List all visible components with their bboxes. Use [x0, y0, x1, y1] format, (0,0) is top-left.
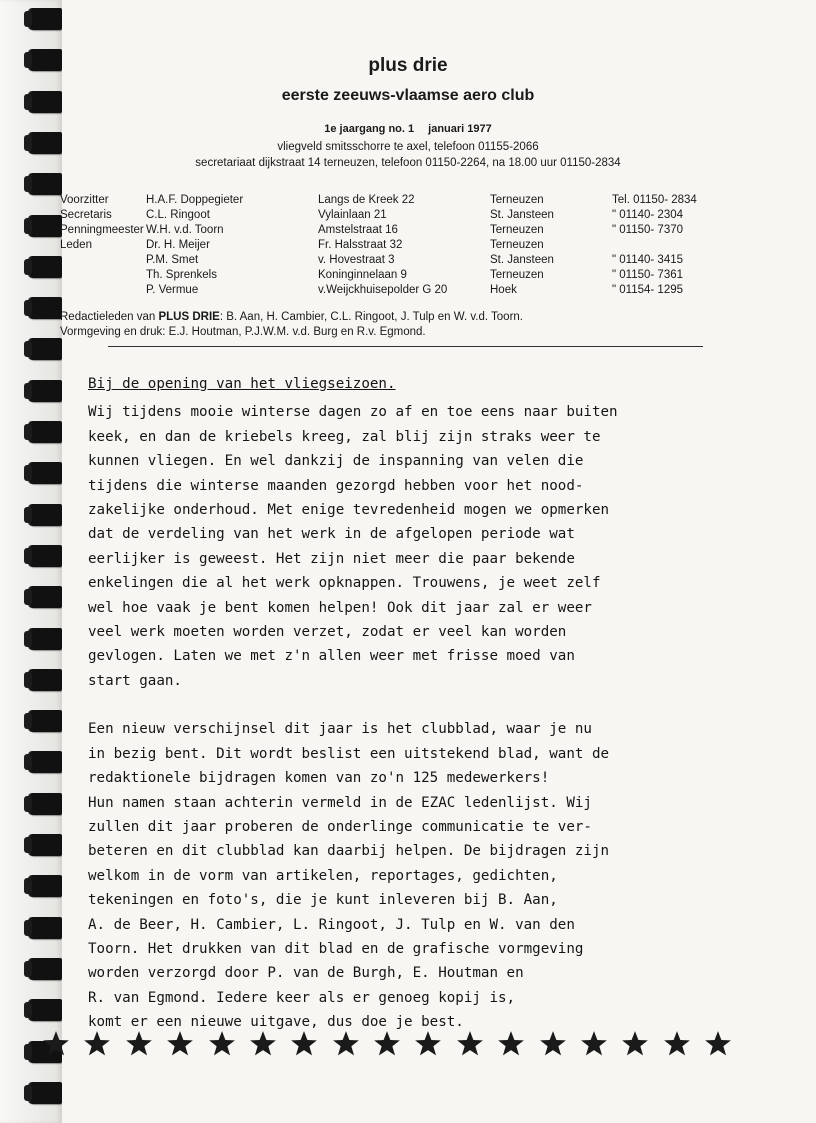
text-line: veel werk moeten worden verzet, zodat er veel kan worden	[88, 624, 567, 641]
text-line: Wij tijdens mooie winterse dagen zo af en toe eens naar buiten	[88, 404, 618, 421]
board-city: Terneuzen	[490, 194, 544, 206]
text-line: redaktionele bijdragen komen van zo'n 125 medewerkers!	[88, 770, 550, 787]
board-row	[60, 254, 780, 269]
binder-ring	[30, 793, 62, 815]
board-phone: " 01150- 7370	[612, 224, 684, 236]
binder-ring	[30, 586, 62, 608]
binder-ring	[30, 297, 62, 319]
board-row	[60, 224, 780, 239]
board-role: Leden	[60, 239, 92, 251]
board-phone: " 01154- 1295	[612, 284, 684, 296]
star-icon	[414, 1030, 442, 1058]
issue-number: 1e jaargang no. 1	[324, 123, 415, 135]
star-icon	[332, 1030, 360, 1058]
board-role: Penningmeester	[60, 224, 144, 236]
binder-ring	[30, 8, 62, 30]
newsletter-title: plus drie	[368, 55, 448, 76]
text-line: A. de Beer, H. Cambier, L. Ringoot, J. Tulp en W. van den	[88, 916, 575, 933]
text-line: gevlogen. Laten we met z'n allen weer met frisse moed van	[88, 648, 575, 665]
binder-ring	[30, 504, 62, 526]
binder-ring	[30, 256, 62, 278]
text-line: R. van Egmond. Iedere keer als er genoeg kopij is,	[88, 989, 516, 1006]
article-paragraph	[88, 400, 728, 693]
binder-ring	[30, 917, 62, 939]
article-paragraph	[88, 717, 728, 1034]
editors-credit: Redactieleden van PLUS DRIE: B. Aan, H. Cambier, C.L. Ringoot, J. Tulp en W. v.d. Toorn.	[60, 311, 524, 323]
text-line: start gaan.	[88, 672, 182, 689]
text-line: Toorn. Het drukken van dit blad en de grafische vormgeving	[88, 940, 584, 957]
article-heading: Bij de opening van het vliegseizoen.	[88, 376, 396, 392]
text-line: welkom in de vorm van artikelen, reportages, gedichten,	[88, 867, 558, 884]
binder-ring	[30, 338, 62, 360]
binder-ring	[30, 999, 62, 1021]
text-line: dat de verdeling van het werk in de afgelopen periode wat	[88, 526, 575, 543]
board-street: v. Hovestraat 3	[318, 254, 395, 266]
binder-ring	[30, 628, 62, 650]
text-line: kunnen vliegen. En wel dankzij de inspanning van velen die	[88, 453, 584, 470]
star-icon	[42, 1030, 70, 1058]
text-line: Hun namen staan achterin vermeld in de EZAC ledenlijst. Wij	[88, 794, 592, 811]
star-icon	[290, 1030, 318, 1058]
club-name: eerste zeeuws-vlaamse aero club	[281, 87, 535, 104]
board-name: P.M. Smet	[146, 254, 199, 266]
binder-ring	[30, 958, 62, 980]
text-line: worden verzorgd door P. van de Burgh, E. Houtman en	[88, 965, 524, 982]
board-name: P. Vermue	[146, 284, 199, 296]
newsletter-name: PLUS DRIE	[158, 311, 220, 323]
star-icon	[125, 1030, 153, 1058]
board-name: H.A.F. Doppegieter	[146, 194, 244, 206]
text-line: beteren en dit clubblad kan daarbij helpen. De bijdragen zijn	[88, 843, 610, 860]
star-icon	[166, 1030, 194, 1058]
star-icon	[83, 1030, 111, 1058]
board-phone: " 01140- 3415	[612, 254, 684, 266]
board-street: Vylainlaan 21	[318, 209, 387, 221]
board-row	[60, 209, 780, 224]
airfield-address: vliegveld smitsschorre te axel, telefoon 01155-2066	[277, 141, 539, 153]
divider	[108, 346, 703, 347]
board-row	[60, 269, 780, 284]
binder-ring	[30, 1082, 62, 1104]
board-role: Secretaris	[60, 209, 112, 221]
board-city: Terneuzen	[490, 224, 544, 236]
text-line: tekeningen en foto's, die je kunt inleveren bij B. Aan,	[88, 892, 558, 909]
board-street: Langs de Kreek 22	[318, 194, 415, 206]
article	[88, 372, 728, 1035]
board-city: St. Jansteen	[490, 209, 554, 221]
board-role: Voorzitter	[60, 194, 109, 206]
board-street: v.Weijckhuisepolder G 20	[318, 284, 448, 296]
star-border	[42, 1030, 732, 1058]
board-city: St. Jansteen	[490, 254, 554, 266]
board-members-table	[60, 194, 780, 299]
text-line: keek, en dan de kriebels kreeg, zal blij zijn straks weer te	[88, 428, 601, 445]
board-city: Terneuzen	[490, 239, 544, 251]
binder-ring	[30, 380, 62, 402]
binder-ring	[30, 875, 62, 897]
board-city: Terneuzen	[490, 269, 544, 281]
binder-ring	[30, 215, 62, 237]
star-icon	[539, 1030, 567, 1058]
text-line: wel hoe vaak je bent komen helpen! Ook dit jaar zal er weer	[88, 599, 592, 616]
binder-ring	[30, 669, 62, 691]
board-street: Fr. Halsstraat 32	[318, 239, 403, 251]
text-line: eerlijker is geweest. Het zijn niet meer die paar bekende	[88, 550, 575, 567]
star-icon	[663, 1030, 691, 1058]
text-line: enkelingen die al het werk opknappen. Trouwens, je weet zelf	[88, 575, 601, 592]
star-icon	[497, 1030, 525, 1058]
issue-date: januari 1977	[428, 123, 492, 135]
board-row	[60, 239, 780, 254]
star-icon	[373, 1030, 401, 1058]
board-phone: " 01140- 2304	[612, 209, 684, 221]
text-line: zakelijke onderhoud. Met enige tevredenheid mogen we opmerken	[88, 502, 610, 519]
issue-info	[0, 123, 816, 135]
binder-ring	[30, 751, 62, 773]
board-row	[60, 194, 780, 209]
board-phone: Tel. 01150- 2834	[612, 194, 697, 206]
text-line: komt er een nieuwe uitgave, dus doe je best.	[88, 1014, 464, 1031]
binder-ring	[30, 421, 62, 443]
board-name: W.H. v.d. Toorn	[146, 224, 224, 236]
design-credit: Vormgeving en druk: E.J. Houtman, P.J.W.M. v.d. Burg en R.v. Egmond.	[60, 326, 426, 338]
star-icon	[249, 1030, 277, 1058]
board-name: C.L. Ringoot	[146, 209, 210, 221]
binder-ring	[30, 545, 62, 567]
board-phone: " 01150- 7361	[612, 269, 684, 281]
secretariat-address: secretariaat dijkstraat 14 terneuzen, telefoon 01150-2264, na 18.00 uur 01150-2834	[195, 157, 621, 169]
binder-ring	[30, 173, 62, 195]
star-icon	[208, 1030, 236, 1058]
text-line: Een nieuw verschijnsel dit jaar is het clubblad, waar je nu	[88, 721, 592, 738]
text-line: tijdens die winterse maanden gezorgd hebben voor het nood-	[88, 477, 584, 494]
board-name: Th. Sprenkels	[146, 269, 217, 281]
star-icon	[580, 1030, 608, 1058]
star-icon	[621, 1030, 649, 1058]
credits	[60, 310, 523, 340]
star-icon	[456, 1030, 484, 1058]
text-line: in bezig bent. Dit wordt beslist een uitstekend blad, want de	[88, 745, 610, 762]
board-row	[60, 284, 780, 299]
board-street: Koninginnelaan 9	[318, 269, 407, 281]
binder-ring	[30, 834, 62, 856]
board-name: Dr. H. Meijer	[146, 239, 210, 251]
star-icon	[704, 1030, 732, 1058]
binder-ring	[30, 710, 62, 732]
board-city: Hoek	[490, 284, 517, 296]
board-street: Amstelstraat 16	[318, 224, 398, 236]
text-line: zullen dit jaar proberen de onderlinge communicatie te ver-	[88, 818, 592, 835]
binder-ring	[30, 462, 62, 484]
